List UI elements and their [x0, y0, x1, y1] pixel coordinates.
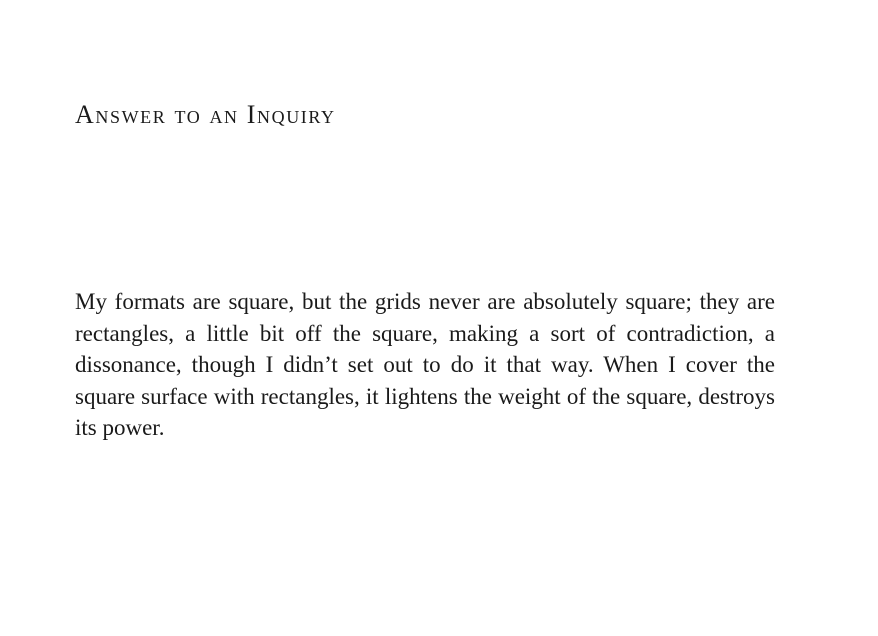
page-title: Answer to an Inquiry [75, 100, 336, 129]
body-paragraph: My formats are square, but the grids never are absolutely square; they are rectangles, a little bit off the square, making a sort of contradiction, a dissonance, though I didn’t set out to do it that way. When I cover the square surface with rectangles, it lightens the weight of the square, destroys its power. [75, 289, 775, 440]
